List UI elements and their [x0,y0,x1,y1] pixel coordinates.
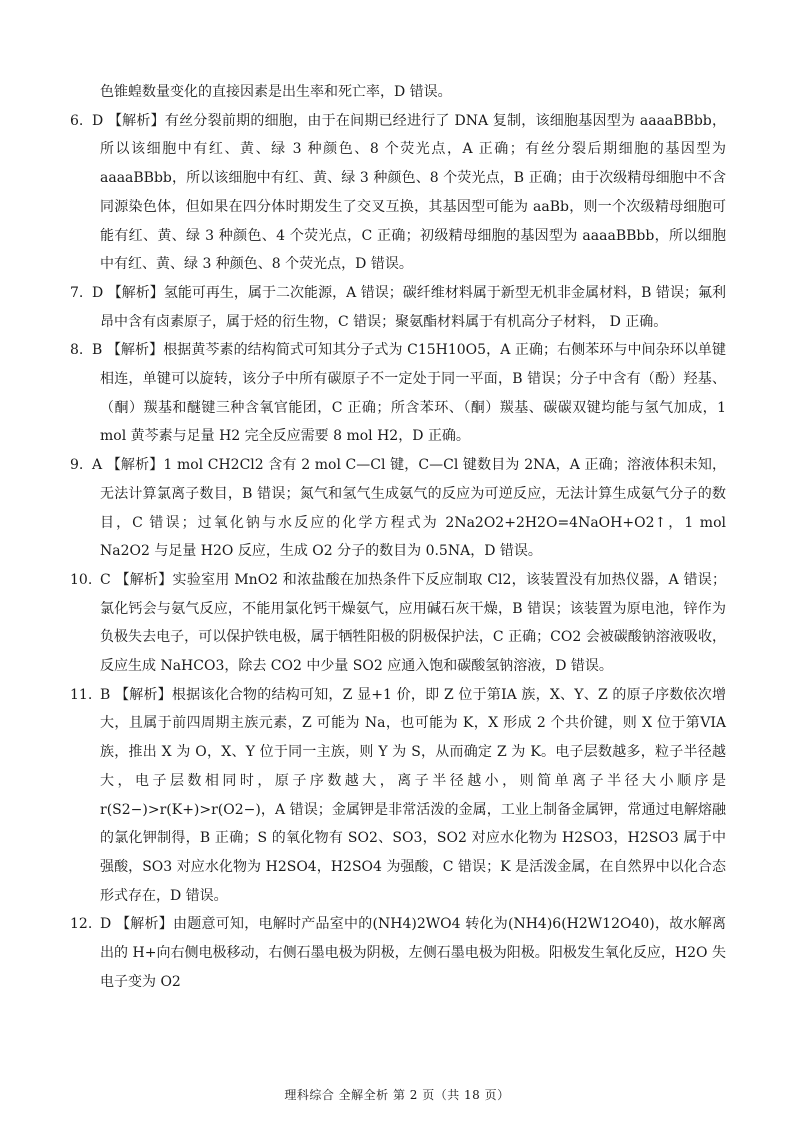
answer-letter: C [100,571,111,588]
answer-item-12 [70,910,726,996]
page-footer: 理科综合 全解全析 第 2 页（共 18 页） [284,1088,510,1102]
item-number: 9. [70,457,84,474]
answer-text: 由题意可知，电解时产品室中的(NH4)2WO4 转化为(NH4)6(H2W12O40)，故水解离出的 H+向右侧电极移动，右侧石墨电极为阴极，左侧石墨电极为阳极。阳极发生氧化反应，H2O 失电子变为 O2 [100,916,727,990]
analysis-tag: 【解析】 [115,571,173,588]
answer-letter: D [100,916,112,933]
item-number: 6. [70,112,84,129]
item-number: 10. [70,571,93,588]
answer-letter: A [92,457,103,474]
analysis-tag: 【解析】 [115,916,173,933]
analysis-tag: 【解析】 [106,342,164,359]
answer-item-10 [70,566,726,681]
answer-item-7 [70,279,726,336]
answer-letter: D [92,284,104,301]
analysis-tag: 【解析】 [114,686,172,703]
answer-letter: B [100,686,111,703]
continuation-text: 色锥蝗数量变化的直接因素是出生率和死亡率，D 错误。 [100,84,452,100]
item-number: 8. [70,342,84,359]
answer-item-6 [70,107,726,279]
analysis-tag: 【解析】 [106,457,164,474]
answer-letter: D [92,112,104,129]
item-number: 7. [70,284,84,301]
answer-text: 根据该化合物的结构可知，Z 显+1 价，即 Z 位于第IA 族，X、Y、Z 的原子序数依次增大，且属于前四周期主族元素，Z 可能为 Na，也可能为 K，X 形成 2 个共价键，则 X 位于第VIA 族，推出 X 为 O，X、Y 位于同一主族，则 Y 为 S，从而确定 Z 为 K。电子层数越多，粒子半径越大，电子层数相同时，原子序数越大，离子半径越小，则简单离子半径大小顺序是 r(S2−)>r(K+)>r(O2−)，A 错误；金属钾是非常活泼的金属，工业上制备金属钾，常通过电解熔融的氯化钾制得，B 正确；S 的氧化物有 SO2、SO3，SO2 对应水化物为 H2SO3，H2SO3 属于中强酸，SO3 对应水化物为 H2SO4，H2SO4 为强酸，C 错误；K 是活泼金属，在自然界中以化合态形式存在，D 错误。 [100,686,727,904]
answer-text: 实验室用 MnO2 和浓盐酸在加热条件下反应制取 Cl2，该装置没有加热仪器，A 错误；氯化钙会与氨气反应，不能用氯化钙干燥氨气，应用碱石灰干燥，B 错误；该装置为原电池，锌作为负极失去电子，可以保护铁电极，属于牺牲阳极的阴极保护法，C 正确；CO2 会被碳酸钠溶液吸收，反应生成 NaHCO3，除去 CO2 中少量 SO2 应通入饱和碳酸氢钠溶液，D 错误。 [100,571,727,675]
answer-item-9 [70,451,726,566]
answer-text: 有丝分裂前期的细胞，由于在间期已经进行了 DNA 复制，该细胞基因型为 aaaaBBbb，所以该细胞中有红、黄、绿 3 种颜色、8 个荧光点，A 正确；有丝分裂后期细胞的基因型为 aaaaBBbb，所以该细胞中有红、黄、绿 3 种颜色、8 个荧光点，B 正确；由于次级精母细胞中不含同源染色体，但如果在四分体时期发生了交叉互换，其基因型可能为 aaBb，则一个次级精母细胞可能有红、黄、绿 3 种颜色、4 个荧光点，C 正确；初级精母细胞的基因型为 aaaaBBbb，所以细胞中有红、黄、绿 3 种颜色、8 个荧光点，D 错误。 [100,112,727,273]
answer-item-8 [70,336,726,451]
answer-item-11 [70,681,726,911]
answer-explanations [70,78,726,997]
answer-letter: B [92,342,103,359]
item-number: 12. [70,916,93,933]
answer-text: 1 mol CH2Cl2 含有 2 mol C—Cl 键，C—Cl 键数目为 2NA，A 正确；溶液体积未知，无法计算氯离子数目，B 错误；氮气和氢气生成氨气的反应为可逆反应，无法计算生成氨气分子的数目，C 错误；过氧化钠与水反应的化学方程式为 2Na2O2+2H2O=4NaOH+O2↑，1 mol Na2O2 与足量 H2O 反应，生成 O2 分子的数目为 0.5NA，D 错误。 [100,457,727,560]
answer-text: 根据黄芩素的结构简式可知其分子式为 C15H10O5，A 正确；右侧苯环与中间杂环以单键相连，单键可以旋转，该分子中所有碳原子不一定处于同一平面，B 错误；分子中含有（酚）羟基、（酮）羰基和醚键三种含氧官能团，C 正确；所含苯环、（酮）羰基、碳碳双键均能与氢气加成，1 mol 黄芩素与足量 H2 完全反应需要 8 mol H2，D 正确。 [100,342,727,445]
item-number: 11. [70,686,93,703]
answer-text: 氢能可再生，属于二次能源，A 错误；碳纤维材料属于新型无机非金属材料，B 错误；氟利昂中含有卤素原子，属于烃的衍生物，C 错误；聚氨酯材料属于有机高分子材料， D 正确。 [100,284,727,330]
analysis-tag: 【解析】 [107,284,164,301]
analysis-tag: 【解析】 [107,112,165,129]
